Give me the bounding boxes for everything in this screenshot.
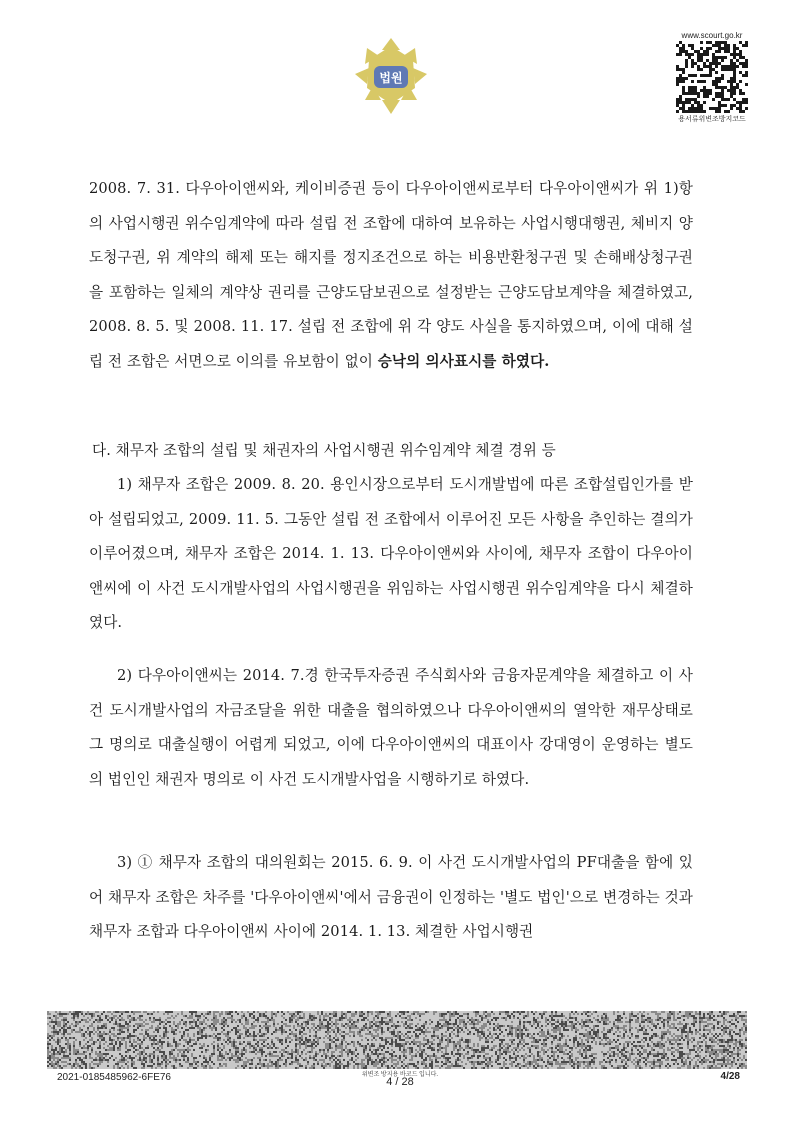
court-emblem-icon [353,36,429,116]
paragraph-text: 2008. 7. 31. 다우아이앤씨와, 케이비증권 등이 다우아이앤씨로부터 다우아이앤씨가 위 1)항의 사업시행권 위수임계약에 따라 설립 전 조합에 대하여 보유하는 사업시행대행권, 체비지 양도청구권, 위 계약의 해제 또는 해지를 정지조건으로 하는 비용반환청구권 및 손해배상청구권을 포함하는 일체의 계약상 권리를 근양도담보권으로 설정받는 근양도담보계약을 체결하였고, 2008. 8. 5. 및 2008. 11. 17. 설립 전 조합에 위 각 양도 사실을 통지하였으며, 이에 대해 설립 전 조합은 서면으로 이의를 유보함이 없이 [89,180,693,370]
qr-code-icon [676,41,748,113]
bold-phrase: 승낙의 의사표시를 하였다. [377,352,550,370]
page-number-right: 4/28 [720,1071,740,1082]
qr-url: www.scourt.go.kr [681,31,743,40]
page-number-center: 4 / 28 [386,1076,414,1088]
qr-code [676,41,748,113]
paragraph-3: 3) ① 채무자 조합의 대의원회는 2015. 6. 9. 이 사건 도시개발사업의 PF대출을 함에 있어 채무자 조합은 차주를 '다우아이앤씨'에서 금융권이 인정하는 '별도 법인'으로 변경하는 것과 채무자 조합과 다우아이앤씨 사이에 2014. 1. 13. 체결한 사업시행권 [89,854,693,941]
document-number: 2021-0185485962-6FE76 [57,1072,171,1083]
section-heading: 다. 채무자 조합의 설립 및 채권자의 사업시행권 위수임계약 체결 경위 등 [92,442,556,459]
barcode-notice: 위변조 방지용 바코드 입니다. [361,1072,439,1078]
svg-text:법원: 법원 [379,71,403,85]
qr-caption: 용서류위변조방지코드 [678,116,746,123]
paragraph-1: 1) 채무자 조합은 2009. 8. 20. 용인시장으로부터 도시개발법에 따른 조합설립인가를 받아 설립되었고, 2009. 11. 5. 그동안 설립 전 조합에서 이루어진 모든 사항을 추인하는 결의가 이루어졌으며, 채무자 조합은 2014. 1. 13. 다우아이앤씨와 사이에, 채무자 조합이 다우아이앤씨에 이 사건 도시개발사업의 사업시행권을 위임하는 사업시행권 위수임계약을 다시 체결하였다. [89,476,693,632]
paragraph-assignment [89,172,693,380]
paragraph-2: 2) 다우아이앤씨는 2014. 7.경 한국투자증권 주식회사와 금융자문계약을 체결하고 이 사건 도시개발사업의 자금조달을 위한 대출을 협의하였으나 다우아이앤씨의 열악한 재무상태로 그 명의로 대출실행이 어렵게 되었고, 이에 다우아이앤씨의 대표이사 강대영이 운영하는 별도의 법인인 채권자 명의로 이 사건 도시개발사업을 시행하기로 하였다. [89,667,693,788]
barcode-pattern-icon [47,1011,747,1069]
court-emblem [353,36,429,116]
anti-forgery-barcode [47,1011,747,1069]
